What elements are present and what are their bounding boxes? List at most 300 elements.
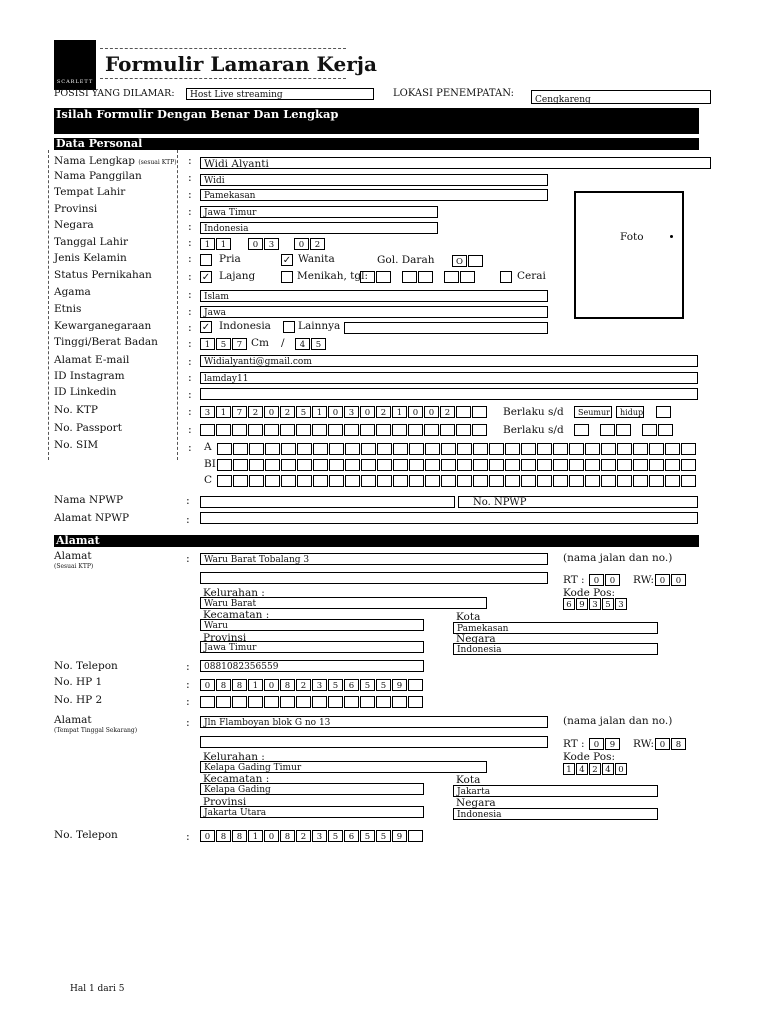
digit-cell[interactable]: 8: [216, 830, 231, 842]
alamat-tinggal-hint: (nama jalan dan no.): [563, 715, 673, 727]
digit-cell[interactable]: 3: [264, 238, 279, 250]
digit-cell[interactable]: [296, 696, 311, 708]
kewarganegaraan-label: Kewarganegaraan: [54, 320, 152, 332]
digit-cell[interactable]: [264, 696, 279, 708]
alamat-ktp-jalan2-field[interactable]: [200, 572, 548, 584]
digit-cell[interactable]: [456, 406, 471, 418]
digit-cell[interactable]: 0: [264, 679, 279, 691]
digit-cell[interactable]: [313, 459, 328, 471]
photo-box[interactable]: [574, 191, 684, 319]
digit-cell[interactable]: [681, 443, 696, 455]
digit-cell[interactable]: [344, 696, 359, 708]
digit-cell[interactable]: 8: [671, 738, 686, 750]
provinsi-field[interactable]: Jawa Timur: [200, 206, 438, 218]
digit-cell[interactable]: 3: [589, 598, 601, 610]
digit-cell[interactable]: [312, 424, 327, 436]
alamat-ktp-note: (Sesuai KTP): [54, 563, 94, 570]
digit-cell[interactable]: [473, 475, 488, 487]
digit-cell[interactable]: [649, 443, 664, 455]
cerai-checkbox[interactable]: [500, 271, 512, 283]
digit-cell[interactable]: [233, 459, 248, 471]
negara-tinggal-field[interactable]: Indonesia: [453, 808, 658, 820]
digit-cell[interactable]: [649, 459, 664, 471]
digit-cell[interactable]: [616, 424, 631, 436]
digit-cell[interactable]: 2: [589, 763, 601, 775]
menikah-checkbox[interactable]: [281, 271, 293, 283]
telepon-ktp-field[interactable]: 0881082356559: [200, 660, 424, 672]
hidup-field[interactable]: hidup: [616, 406, 644, 418]
lajang-checkbox[interactable]: ✓: [201, 272, 211, 283]
npwp-no-field[interactable]: No. NPWP: [458, 496, 698, 508]
digit-cell[interactable]: 2: [376, 406, 391, 418]
digit-cell[interactable]: 1: [248, 679, 263, 691]
digit-cell[interactable]: 0: [615, 763, 627, 775]
digit-cell[interactable]: [489, 475, 504, 487]
digit-cell[interactable]: [633, 443, 648, 455]
digit-cell[interactable]: [601, 459, 616, 471]
colon: :: [188, 288, 192, 301]
digit-cell[interactable]: [217, 443, 232, 455]
digit-cell[interactable]: [521, 475, 536, 487]
digit-cell[interactable]: [425, 459, 440, 471]
digit-cell[interactable]: [248, 424, 263, 436]
digit-cell[interactable]: 1: [312, 406, 327, 418]
digit-cell[interactable]: 1: [248, 830, 263, 842]
lokasi-label: LOKASI PENEMPATAN:: [393, 88, 515, 99]
digit-cell[interactable]: [457, 475, 472, 487]
digit-cell[interactable]: 9: [392, 830, 407, 842]
digit-cell[interactable]: [489, 459, 504, 471]
nama-lengkap-note: (sesuai KTP): [138, 159, 177, 166]
etnis-field[interactable]: Jawa: [200, 306, 548, 318]
digit-cell[interactable]: [408, 424, 423, 436]
seumur-field[interactable]: Seumur: [574, 406, 612, 418]
digit-cell[interactable]: [313, 443, 328, 455]
digit-cell[interactable]: 0: [424, 406, 439, 418]
kota-field[interactable]: Pamekasan: [453, 622, 658, 634]
digit-cell[interactable]: [377, 459, 392, 471]
digit-cell[interactable]: 9: [576, 598, 588, 610]
digit-cell[interactable]: [392, 424, 407, 436]
pria-checkbox[interactable]: [200, 254, 212, 266]
tanggal-lahir-month[interactable]: [248, 238, 280, 250]
instagram-field[interactable]: lamday11_: [200, 372, 698, 384]
digit-cell[interactable]: 8: [232, 830, 247, 842]
digit-cell[interactable]: 3: [344, 406, 359, 418]
digit-cell[interactable]: 6: [563, 598, 575, 610]
digit-cell[interactable]: 5: [328, 679, 343, 691]
digit-cell[interactable]: 0: [655, 738, 670, 750]
negara-ktp-field[interactable]: Indonesia: [453, 643, 658, 655]
digit-cell[interactable]: [360, 424, 375, 436]
section-data-personal: [54, 138, 699, 150]
kota-tinggal-field[interactable]: Jakarta: [453, 785, 658, 797]
digit-cell[interactable]: 5: [296, 406, 311, 418]
digit-cell[interactable]: [280, 696, 295, 708]
digit-cell[interactable]: [297, 475, 312, 487]
digit-cell[interactable]: [537, 475, 552, 487]
form-title: Formulir Lamaran Kerja: [105, 52, 377, 76]
alamat-tinggal-jalan2-field[interactable]: [200, 736, 548, 748]
digit-cell[interactable]: [265, 459, 280, 471]
digit-cell[interactable]: [617, 459, 632, 471]
digit-cell[interactable]: [361, 475, 376, 487]
digit-cell[interactable]: 2: [248, 406, 263, 418]
colon: :: [186, 830, 190, 843]
agama-field[interactable]: Islam: [200, 290, 548, 302]
digit-cell[interactable]: [232, 696, 247, 708]
digit-cell[interactable]: [409, 459, 424, 471]
kelurahan-label: Kelurahan :: [203, 587, 265, 599]
tempat-lahir-label: Tempat Lahir: [54, 186, 126, 198]
digit-cell[interactable]: [537, 459, 552, 471]
digit-cell[interactable]: [649, 475, 664, 487]
digit-cell[interactable]: [249, 459, 264, 471]
digit-cell[interactable]: 0: [248, 238, 263, 250]
digit-cell[interactable]: [360, 271, 375, 283]
digit-cell[interactable]: 0: [408, 406, 423, 418]
digit-cell[interactable]: 8: [280, 679, 295, 691]
lainnya-checkbox[interactable]: [283, 321, 295, 333]
hp1-field[interactable]: [200, 679, 424, 691]
digit-cell[interactable]: [265, 443, 280, 455]
passport-berlaku-field[interactable]: [574, 424, 674, 436]
digit-cell[interactable]: 1: [200, 338, 215, 350]
digit-cell[interactable]: [569, 475, 584, 487]
digit-cell[interactable]: [249, 475, 264, 487]
digit-cell[interactable]: 0: [264, 830, 279, 842]
email-field[interactable]: Widialyanti@gmail.com: [200, 355, 698, 367]
digit-cell[interactable]: [444, 271, 459, 283]
provinsi-ktp-field[interactable]: Jawa Timur: [200, 641, 424, 653]
digit-cell[interactable]: [312, 696, 327, 708]
digit-cell[interactable]: [281, 475, 296, 487]
digit-cell[interactable]: [297, 443, 312, 455]
digit-cell[interactable]: 3: [312, 830, 327, 842]
digit-cell[interactable]: 1: [200, 238, 215, 250]
digit-cell[interactable]: [265, 475, 280, 487]
digit-cell[interactable]: [361, 459, 376, 471]
colon: :: [188, 371, 192, 384]
jenis-kelamin-label: Jenis Kelamin: [54, 252, 127, 264]
digit-cell[interactable]: [281, 443, 296, 455]
posisi-field[interactable]: Host Live streaming: [186, 88, 374, 100]
digit-cell[interactable]: [601, 475, 616, 487]
digit-cell[interactable]: O: [452, 255, 467, 267]
gol-darah-field[interactable]: [452, 255, 484, 267]
kode-pos-tinggal-field[interactable]: [563, 763, 628, 775]
digit-cell[interactable]: 3: [615, 598, 627, 610]
digit-cell[interactable]: 5: [311, 338, 326, 350]
tgl-menikah-field[interactable]: [360, 271, 476, 283]
nama-lengkap-field[interactable]: Widi Alyanti: [200, 157, 711, 169]
digit-cell[interactable]: [376, 424, 391, 436]
digit-cell[interactable]: [425, 443, 440, 455]
ktp-berlaku-extra[interactable]: [656, 406, 672, 418]
digit-cell[interactable]: [280, 424, 295, 436]
digit-cell[interactable]: [344, 424, 359, 436]
digit-cell[interactable]: 9: [605, 738, 620, 750]
kelurahan-field[interactable]: Waru Barat: [200, 597, 487, 609]
digit-cell[interactable]: [248, 696, 263, 708]
rw-field[interactable]: [655, 574, 687, 586]
digit-cell[interactable]: 2: [310, 238, 325, 250]
kelurahan-tinggal-field[interactable]: Kelapa Gading Timur: [200, 761, 487, 773]
berat-field[interactable]: [295, 338, 327, 350]
digit-cell[interactable]: [505, 475, 520, 487]
digit-cell[interactable]: 5: [360, 830, 375, 842]
digit-cell[interactable]: [392, 696, 407, 708]
sim-type-c: C: [204, 474, 213, 486]
digit-cell[interactable]: [345, 443, 360, 455]
alamat-tinggal-jalan-field[interactable]: Jln Flamboyan blok G no 13: [200, 716, 548, 728]
digit-cell[interactable]: [521, 443, 536, 455]
digit-cell[interactable]: [553, 459, 568, 471]
nama-panggilan-field[interactable]: Widi: [200, 174, 548, 186]
digit-cell[interactable]: 0: [294, 238, 309, 250]
digit-cell[interactable]: [233, 443, 248, 455]
tanggal-lahir-year[interactable]: [294, 238, 326, 250]
digit-cell[interactable]: [249, 443, 264, 455]
sim-c-field[interactable]: [217, 475, 697, 487]
digit-cell[interactable]: 5: [328, 830, 343, 842]
tanggal-lahir-day[interactable]: [200, 238, 232, 250]
digit-cell[interactable]: 6: [344, 679, 359, 691]
digit-cell[interactable]: [473, 443, 488, 455]
digit-cell[interactable]: 5: [376, 679, 391, 691]
telepon-ktp-label: No. Telepon: [54, 660, 118, 672]
digit-cell[interactable]: [617, 475, 632, 487]
passport-field[interactable]: [200, 424, 488, 436]
indonesia-label: Indonesia: [219, 320, 271, 332]
digit-cell[interactable]: [232, 424, 247, 436]
digit-cell[interactable]: 0: [200, 679, 215, 691]
digit-cell[interactable]: [217, 459, 232, 471]
digit-cell[interactable]: 5: [376, 830, 391, 842]
lokasi-field[interactable]: Cengkareng: [531, 90, 711, 104]
sim-type-a: A: [204, 441, 212, 453]
digit-cell[interactable]: 3: [200, 406, 215, 418]
rt-field[interactable]: [589, 574, 621, 586]
digit-cell[interactable]: 0: [589, 738, 604, 750]
passport-label: No. Passport: [54, 422, 122, 434]
kecamatan-tinggal-field[interactable]: Kelapa Gading: [200, 783, 424, 795]
digit-cell[interactable]: [681, 475, 696, 487]
digit-cell[interactable]: [329, 443, 344, 455]
digit-cell[interactable]: [360, 696, 375, 708]
digit-cell[interactable]: [521, 459, 536, 471]
sim-label: No. SIM: [54, 439, 99, 451]
digit-cell[interactable]: 0: [671, 574, 686, 586]
linkedin-field[interactable]: [200, 388, 698, 400]
kecamatan-field[interactable]: Waru: [200, 619, 424, 631]
digit-cell[interactable]: 7: [232, 338, 247, 350]
digit-cell[interactable]: [408, 679, 423, 691]
digit-cell[interactable]: [409, 475, 424, 487]
digit-cell[interactable]: [585, 443, 600, 455]
digit-cell[interactable]: [216, 696, 231, 708]
digit-cell[interactable]: 5: [216, 338, 231, 350]
digit-cell[interactable]: [472, 406, 487, 418]
digit-cell[interactable]: [569, 443, 584, 455]
digit-cell[interactable]: 5: [360, 679, 375, 691]
digit-cell[interactable]: [408, 696, 423, 708]
lainnya-field[interactable]: [344, 322, 548, 334]
digit-cell[interactable]: [418, 271, 433, 283]
digit-cell[interactable]: [569, 459, 584, 471]
hp2-field[interactable]: [200, 696, 424, 708]
digit-cell[interactable]: 8: [232, 679, 247, 691]
digit-cell[interactable]: [200, 696, 215, 708]
digit-cell[interactable]: [200, 424, 215, 436]
digit-cell[interactable]: [456, 424, 471, 436]
digit-cell[interactable]: 1: [216, 238, 231, 250]
digit-cell[interactable]: [617, 443, 632, 455]
digit-cell[interactable]: [457, 443, 472, 455]
sim-a-field[interactable]: [217, 443, 697, 455]
digit-cell[interactable]: 2: [280, 406, 295, 418]
indonesia-checkbox[interactable]: ✓: [201, 322, 211, 333]
banner-text: Isilah Formulir Dengan Benar Dan Lengkap: [56, 107, 339, 121]
digit-cell[interactable]: [574, 424, 589, 436]
etnis-label: Etnis: [54, 303, 82, 315]
provinsi-tinggal-field[interactable]: Jakarta Utara: [200, 806, 424, 818]
digit-cell[interactable]: [489, 443, 504, 455]
npwp-nama-field[interactable]: [200, 496, 455, 508]
digit-cell[interactable]: [393, 443, 408, 455]
alamat-ktp-jalan-field[interactable]: Waru Barat Tobalang 3: [200, 553, 548, 565]
digit-cell[interactable]: [441, 475, 456, 487]
digit-cell[interactable]: 0: [589, 574, 604, 586]
digit-cell[interactable]: [361, 443, 376, 455]
digit-cell[interactable]: [376, 696, 391, 708]
digit-cell[interactable]: [665, 475, 680, 487]
digit-cell[interactable]: [425, 475, 440, 487]
digit-cell[interactable]: 8: [280, 830, 295, 842]
digit-cell[interactable]: [377, 475, 392, 487]
digit-cell[interactable]: [440, 424, 455, 436]
digit-cell[interactable]: [585, 459, 600, 471]
digit-cell[interactable]: [441, 459, 456, 471]
digit-cell[interactable]: 1: [563, 763, 575, 775]
digit-cell[interactable]: 4: [576, 763, 588, 775]
title-dash-bottom: [100, 78, 346, 79]
ktp-field[interactable]: [200, 406, 488, 418]
rt-tinggal-field[interactable]: [589, 738, 621, 750]
digit-cell[interactable]: 8: [216, 679, 231, 691]
digit-cell[interactable]: [328, 696, 343, 708]
digit-cell[interactable]: [642, 424, 657, 436]
digit-cell[interactable]: 0: [200, 830, 215, 842]
rt-label: RT :: [563, 574, 585, 586]
digit-cell[interactable]: [585, 475, 600, 487]
digit-cell[interactable]: 9: [392, 679, 407, 691]
digit-cell[interactable]: [409, 443, 424, 455]
digit-cell[interactable]: [633, 459, 648, 471]
digit-cell[interactable]: [329, 459, 344, 471]
digit-cell[interactable]: [681, 459, 696, 471]
digit-cell[interactable]: 4: [295, 338, 310, 350]
digit-cell[interactable]: [468, 255, 483, 267]
digit-cell[interactable]: [281, 459, 296, 471]
digit-cell[interactable]: 3: [312, 679, 327, 691]
colon: :: [186, 552, 190, 565]
digit-cell[interactable]: [600, 424, 615, 436]
digit-cell[interactable]: [393, 459, 408, 471]
digit-cell[interactable]: [553, 475, 568, 487]
digit-cell[interactable]: [473, 459, 488, 471]
digit-cell[interactable]: [665, 459, 680, 471]
negara-field[interactable]: Indonesia: [200, 222, 438, 234]
digit-cell[interactable]: 1: [216, 406, 231, 418]
digit-cell[interactable]: [296, 424, 311, 436]
digit-cell[interactable]: [537, 443, 552, 455]
digit-cell[interactable]: [402, 271, 417, 283]
digit-cell[interactable]: [408, 830, 423, 842]
digit-cell[interactable]: [377, 443, 392, 455]
digit-cell[interactable]: [345, 459, 360, 471]
kode-pos-field[interactable]: [563, 598, 628, 610]
digit-cell[interactable]: [457, 459, 472, 471]
npwp-nama-label: Nama NPWP: [54, 494, 124, 506]
digit-cell[interactable]: [345, 475, 360, 487]
digit-cell[interactable]: [472, 424, 487, 436]
digit-cell[interactable]: 2: [296, 679, 311, 691]
digit-cell[interactable]: 0: [655, 574, 670, 586]
digit-cell[interactable]: 4: [602, 763, 614, 775]
digit-cell[interactable]: [329, 475, 344, 487]
tempat-lahir-field[interactable]: Pamekasan: [200, 189, 548, 201]
digit-cell[interactable]: [328, 424, 343, 436]
digit-cell[interactable]: 0: [328, 406, 343, 418]
digit-cell[interactable]: 7: [232, 406, 247, 418]
digit-cell[interactable]: [633, 475, 648, 487]
digit-cell[interactable]: 0: [264, 406, 279, 418]
digit-cell[interactable]: [665, 443, 680, 455]
digit-cell[interactable]: [505, 443, 520, 455]
digit-cell[interactable]: 6: [344, 830, 359, 842]
digit-cell[interactable]: [216, 424, 231, 436]
digit-cell[interactable]: [376, 271, 391, 283]
digit-cell[interactable]: [217, 475, 232, 487]
digit-cell[interactable]: 1: [392, 406, 407, 418]
digit-cell[interactable]: [505, 459, 520, 471]
digit-cell[interactable]: [441, 443, 456, 455]
digit-cell[interactable]: [553, 443, 568, 455]
tinggi-field[interactable]: [200, 338, 248, 350]
npwp-alamat-field[interactable]: [200, 512, 698, 524]
rw-tinggal-field[interactable]: [655, 738, 687, 750]
digit-cell[interactable]: 2: [440, 406, 455, 418]
telepon-tinggal-field[interactable]: [200, 830, 424, 842]
sim-bi-field[interactable]: [217, 459, 697, 471]
digit-cell[interactable]: [264, 424, 279, 436]
digit-cell[interactable]: [656, 406, 671, 418]
digit-cell[interactable]: 0: [605, 574, 620, 586]
digit-cell[interactable]: [297, 459, 312, 471]
digit-cell[interactable]: [233, 475, 248, 487]
wanita-checkbox[interactable]: ✓: [282, 255, 292, 266]
digit-cell[interactable]: [601, 443, 616, 455]
digit-cell[interactable]: 0: [360, 406, 375, 418]
digit-cell[interactable]: [393, 475, 408, 487]
digit-cell[interactable]: [460, 271, 475, 283]
digit-cell[interactable]: [424, 424, 439, 436]
digit-cell[interactable]: [313, 475, 328, 487]
digit-cell[interactable]: 5: [602, 598, 614, 610]
digit-cell[interactable]: 2: [296, 830, 311, 842]
digit-cell[interactable]: [658, 424, 673, 436]
